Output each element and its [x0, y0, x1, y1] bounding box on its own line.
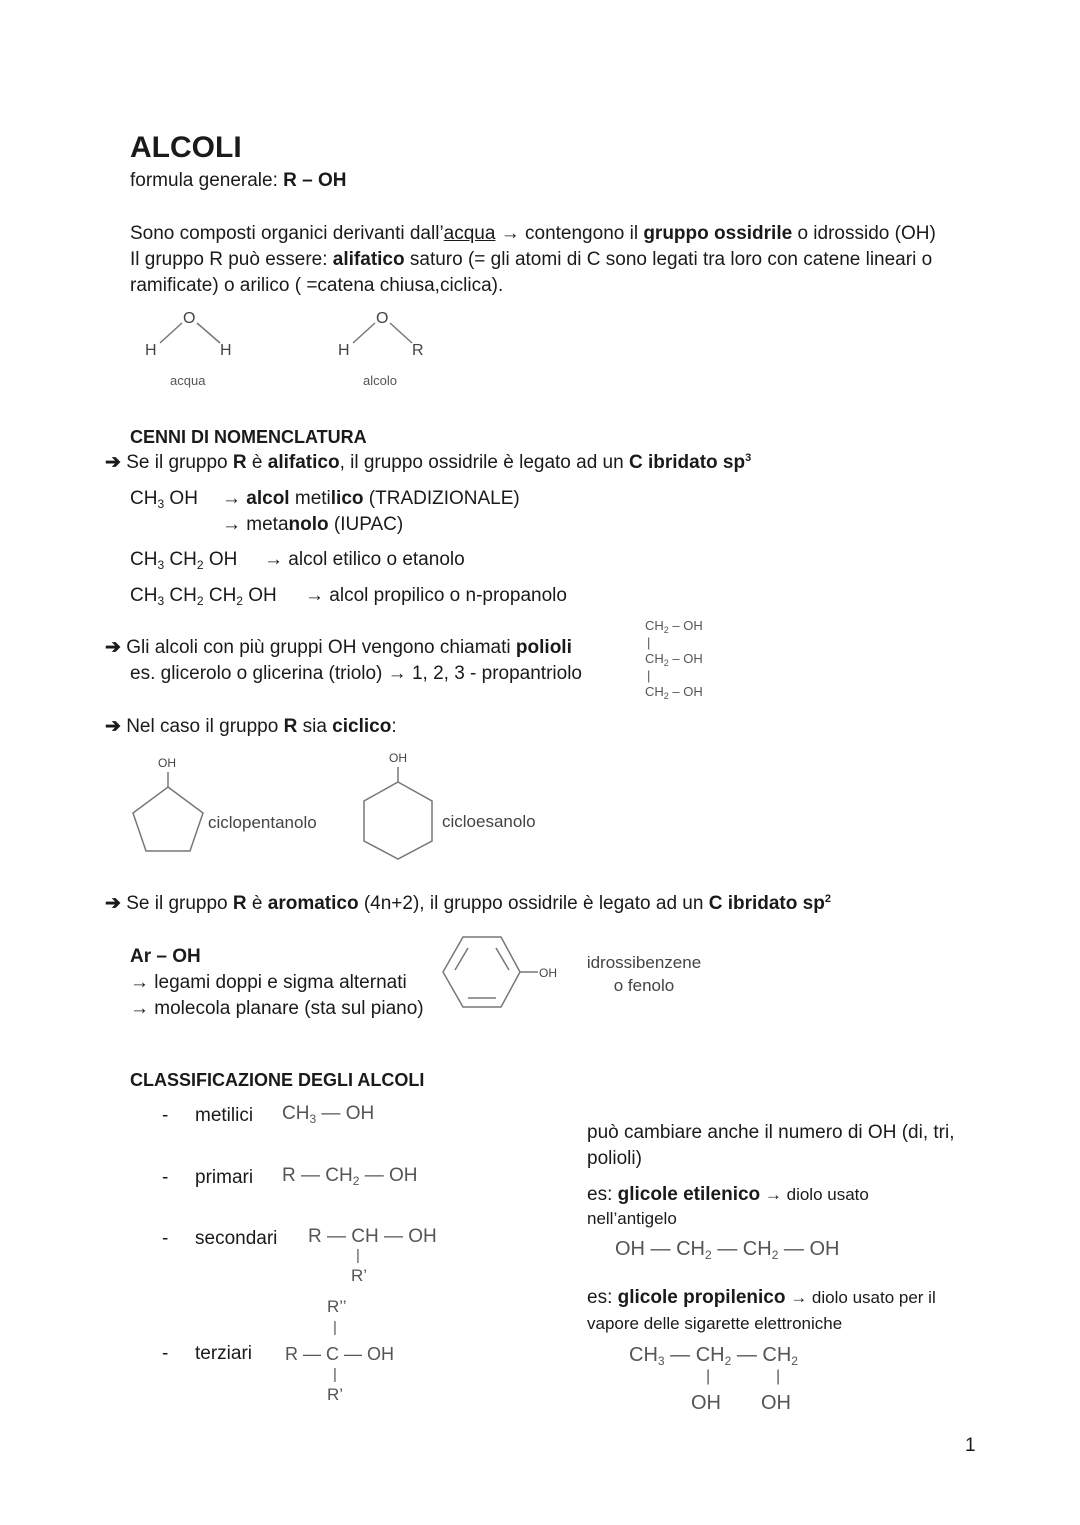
- water-structure-diagram: [140, 305, 460, 395]
- text: Gli alcoli con più gruppi OH vengono chiamati: [126, 637, 516, 658]
- alcohol-r: R: [412, 342, 424, 359]
- subscript: 3: [157, 594, 165, 608]
- bold-term: alifatico: [332, 249, 405, 270]
- subscript: 3: [157, 497, 165, 511]
- text: OH: [164, 488, 198, 509]
- underlined-acqua: acqua: [443, 223, 496, 244]
- bold-term: lico: [330, 488, 364, 509]
- bold-term: polioli: [515, 637, 572, 658]
- text: , il gruppo ossidrile è legato ad un: [339, 452, 629, 473]
- cyclopentanol-oh: OH: [158, 756, 176, 770]
- text: Nel caso il gruppo: [126, 716, 284, 737]
- text: CH: [130, 585, 158, 606]
- glycerol-example: es. glicerolo o glicerina (triolo) → 1, 2, 3 - propantriolo: [130, 663, 582, 684]
- superscript: 3: [745, 452, 752, 464]
- superscript: 2: [824, 893, 831, 905]
- metilici-label: metilici: [195, 1105, 254, 1126]
- intro-line-1: [130, 221, 936, 247]
- methanol-traditional-name: [222, 486, 520, 512]
- bullet-aromatic: [105, 891, 831, 917]
- arrow-bullet-icon: ➔: [105, 716, 121, 737]
- water-h-right: H: [220, 342, 232, 359]
- side-note-line-2: polioli): [587, 1148, 642, 1169]
- terziari-formula: R — C — OH: [285, 1344, 395, 1364]
- intro-line-3: ramificate) o arilico ( =catena chiusa,ciclica).: [130, 275, 504, 296]
- text: → diolo usato: [760, 1185, 869, 1204]
- terziari-bottom-substituent: R’: [327, 1385, 344, 1404]
- phenol-oh: OH: [539, 966, 557, 980]
- bold-term: glicole propilenico: [617, 1287, 786, 1308]
- subscript: 2: [196, 558, 204, 572]
- text: OH: [203, 549, 238, 570]
- propanol-name: → alcol propilico o n-propanolo: [305, 585, 567, 606]
- ethylene-glycol-formula: OH — $CH_2$ — $CH_2$ — OH: [615, 1238, 840, 1262]
- glycerol-row: $CH_2$ – OH: [645, 684, 703, 701]
- cyclopentanol-label: ciclopentanolo: [208, 813, 317, 832]
- primari-formula: R — $CH_2$ — OH: [282, 1165, 418, 1188]
- bold-term: R: [232, 893, 247, 914]
- phenol-name-line-2: o fenolo: [613, 976, 675, 995]
- text: CH: [164, 549, 197, 570]
- cyclic-alcohols-diagram: [120, 745, 560, 865]
- glycerol-bond: |: [647, 667, 651, 683]
- secondari-substituent: R’: [351, 1266, 368, 1285]
- bold-term: aromatico: [267, 893, 359, 914]
- classification-heading: CLASSIFICAZIONE DEGLI ALCOLI: [130, 1070, 425, 1090]
- propanol-formula: [130, 583, 277, 609]
- classification-dash: -: [162, 1228, 169, 1249]
- alcohol-caption: alcolo: [363, 373, 397, 388]
- ethanol-formula: [130, 547, 237, 573]
- aromatic-note-1: → legami doppi e sigma alternati: [130, 972, 407, 993]
- text: :: [391, 716, 397, 737]
- glycerol-row: $CH_2$ – OH: [645, 651, 703, 668]
- water-caption: acqua: [170, 373, 206, 388]
- phenol-name-line-1: idrossibenzene: [586, 953, 702, 972]
- glycerol-structure: [645, 618, 703, 701]
- terziari-bond-bottom: |: [333, 1366, 337, 1383]
- text: CH: [164, 585, 197, 606]
- bold-term: glicole etilenico: [617, 1184, 761, 1205]
- bullet-cyclic: [105, 714, 397, 740]
- terziari-top-substituent: R’’: [327, 1297, 347, 1316]
- ethylene-glycol-line: [587, 1182, 869, 1208]
- text: CH: [130, 488, 158, 509]
- text: è: [246, 893, 268, 914]
- bold-term: R: [283, 716, 298, 737]
- bold-term: alifatico: [267, 452, 340, 473]
- page-number: 1: [965, 1435, 976, 1456]
- secondari-bond: |: [356, 1247, 360, 1264]
- glycerol-bond: |: [647, 634, 651, 650]
- bullet-polyols: [105, 635, 572, 661]
- text: (IUPAC): [328, 514, 404, 535]
- methanol-iupac-name: [222, 512, 403, 538]
- glycerol-row: $CH_2$ – OH: [645, 618, 703, 635]
- subscript: 2: [196, 594, 204, 608]
- text: (TRADIZIONALE): [363, 488, 520, 509]
- subscript: 2: [236, 594, 243, 608]
- intro-line-2: [130, 247, 932, 273]
- text: OH: [242, 585, 277, 606]
- bold-term: C ibridato sp: [628, 452, 746, 473]
- subscript: 3: [157, 558, 165, 572]
- terziari-bond-top: |: [333, 1319, 337, 1336]
- text: es:: [587, 1184, 618, 1205]
- bold-term: R: [232, 452, 247, 473]
- bold-term: gruppo ossidrile: [643, 223, 793, 244]
- bullet-aliphatic: [105, 450, 751, 476]
- text: → contengono il: [495, 223, 644, 244]
- text: Se il gruppo: [126, 452, 233, 473]
- bold-term: nolo: [288, 514, 329, 535]
- bold-term: alcol: [246, 488, 290, 509]
- propylene-glycol-bond-1: |: [706, 1368, 711, 1385]
- nomenclature-heading: CENNI DI NOMENCLATURA: [130, 427, 367, 447]
- text: → diolo usato per il: [785, 1288, 936, 1307]
- text: CH: [130, 549, 158, 570]
- alcohol-o: O: [376, 310, 389, 327]
- terziari-label: terziari: [195, 1343, 253, 1364]
- text: saturo (= gli atomi di C sono legati tra loro con catene lineari o: [404, 249, 933, 270]
- propylene-glycol-oh-1: OH: [691, 1392, 721, 1414]
- ethanol-name: → alcol etilico o etanolo: [264, 549, 465, 570]
- arrow-bullet-icon: ➔: [105, 637, 121, 658]
- side-note-line-1: può cambiare anche il numero di OH (di, tri,: [587, 1122, 955, 1143]
- propylene-glycol-formula: $CH_3$ — $CH_2$ — $CH_2$: [629, 1344, 798, 1368]
- phenol-name: [583, 951, 705, 997]
- secondari-label: secondari: [195, 1228, 278, 1249]
- ethylene-glycol-use: nell’antigelo: [587, 1209, 677, 1228]
- general-formula-label: formula generale:: [130, 170, 278, 191]
- phenol-structure-diagram: [438, 932, 578, 1012]
- propylene-glycol-line: [587, 1285, 936, 1311]
- text: o idrossido (OH): [792, 223, 936, 244]
- arrow-bullet-icon: ➔: [105, 893, 121, 914]
- metilici-formula: $CH_3$ — OH: [282, 1103, 375, 1126]
- propylene-glycol-oh-2: OH: [761, 1392, 791, 1414]
- classification-dash: -: [162, 1343, 169, 1364]
- text: → meta: [222, 514, 289, 535]
- propylene-glycol-bond-2: |: [776, 1368, 781, 1385]
- cyclohexanol-oh: OH: [389, 751, 407, 765]
- text: Il gruppo R può essere:: [130, 249, 333, 270]
- page-title: ALCOLI: [130, 131, 242, 164]
- text: sia: [297, 716, 333, 737]
- aromatic-note-2: → molecola planare (sta sul piano): [130, 998, 424, 1019]
- text: es:: [587, 1287, 618, 1308]
- text: (4n+2), il gruppo ossidrile è legato ad un: [358, 893, 709, 914]
- methanol-formula: [130, 486, 198, 512]
- arrow-bullet-icon: ➔: [105, 452, 121, 473]
- aromatic-formula: Ar – OH: [130, 946, 201, 967]
- text: →: [222, 488, 247, 509]
- cyclohexanol-label: cicloesanolo: [442, 812, 536, 831]
- text: meti: [289, 488, 331, 509]
- text: Se il gruppo: [126, 893, 233, 914]
- primari-label: primari: [195, 1167, 254, 1188]
- general-formula: [130, 168, 347, 194]
- alcohol-h: H: [338, 342, 350, 359]
- text: Sono composti organici derivanti dall’: [130, 223, 444, 244]
- bold-term: C ibridato sp: [708, 893, 825, 914]
- text: è: [246, 452, 268, 473]
- classification-dash: -: [162, 1167, 169, 1188]
- text: CH: [203, 585, 237, 606]
- bold-term: ciclico: [332, 716, 392, 737]
- propylene-glycol-use: vapore delle sigarette elettroniche: [587, 1314, 843, 1333]
- water-h-left: H: [145, 342, 157, 359]
- water-o: O: [183, 310, 196, 327]
- general-formula-value: R – OH: [283, 170, 347, 191]
- secondari-formula: R — CH — OH: [308, 1226, 437, 1247]
- classification-dash: -: [162, 1105, 169, 1126]
